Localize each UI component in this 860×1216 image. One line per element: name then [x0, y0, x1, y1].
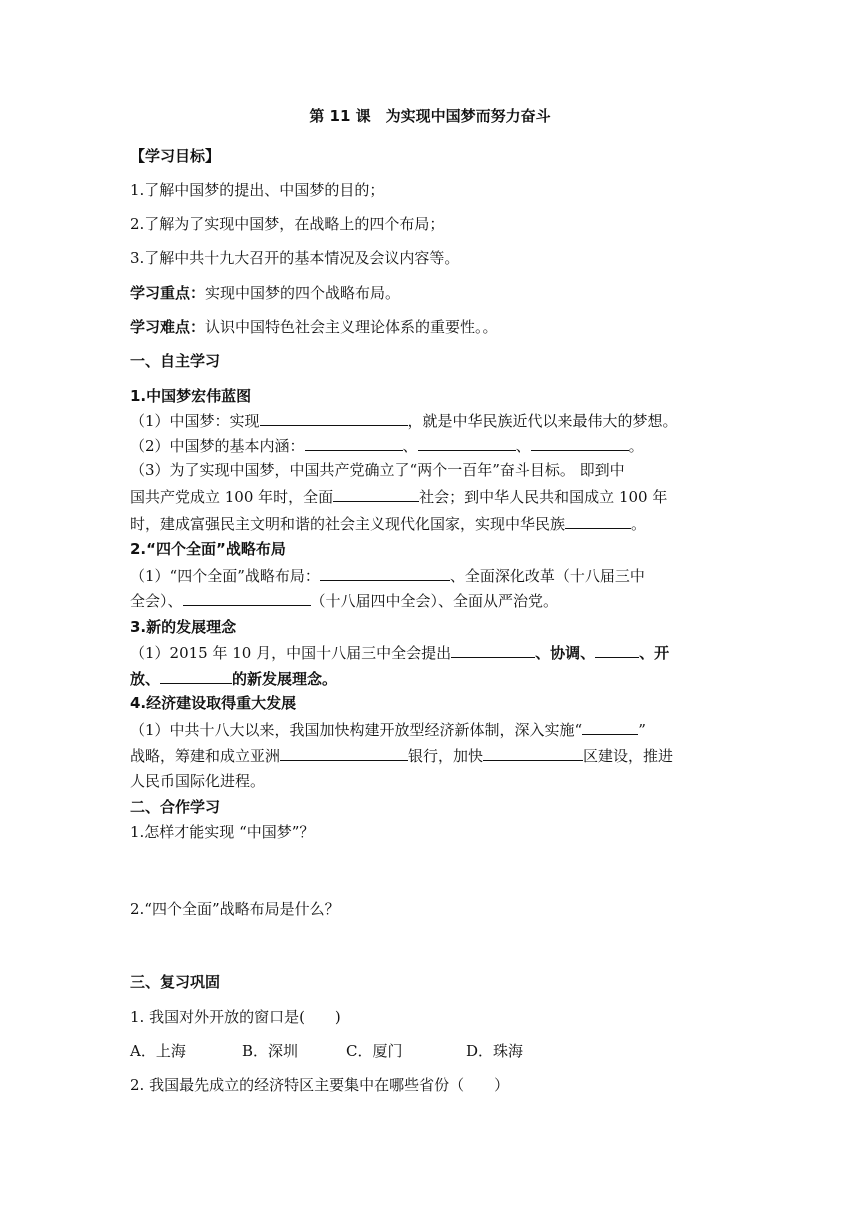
text-span: 、全面深化改革（十八届三中 [449, 567, 645, 585]
fill-blank[interactable] [595, 642, 639, 658]
part2-q1-line1 [130, 565, 645, 586]
text-span: （1）2015 年 10 月，中国十八届三中全会提出 [130, 644, 452, 662]
difficulty-label: 学习难点： [130, 318, 206, 336]
section3-question-1: 1. 我国对外开放的窗口是( ) [130, 1008, 341, 1026]
part1-q3-line2 [130, 486, 667, 507]
text-span: （1）中国梦：实现 [130, 412, 260, 430]
fill-blank[interactable] [418, 435, 516, 451]
objectives-heading: 【学习目标】 [130, 147, 221, 165]
option-b[interactable]: B．深圳 [242, 1042, 299, 1060]
part3-heading: 3.新的发展理念 [130, 618, 237, 636]
text-span: 时，建成富强民主文明和谐的社会主义现代化国家，实现中华民族 [130, 515, 566, 533]
section3-heading: 三、复习巩固 [130, 973, 221, 991]
fill-blank[interactable] [333, 486, 419, 502]
text-span: 全会）、 [130, 592, 183, 610]
part1-q3-line3 [130, 513, 646, 534]
text-span: ，就是中华民族近代以来最伟大的梦想。 [407, 412, 678, 430]
part4-q1-line1 [130, 719, 646, 740]
part4-q1-line3: 人民币国际化进程。 [130, 772, 266, 790]
text-span: 战略，筹建和成立亚洲 [130, 747, 281, 765]
text-span: ” [638, 721, 646, 739]
part1-q3-line1: （3）为了实现中国梦，中国共产党确立了“两个一百年”奋斗目标。 即到中 [130, 461, 625, 479]
option-c[interactable]: C．厦门 [346, 1042, 403, 1060]
text-span: （1）中共十八大以来，我国加快构建开放型经济新体制，深入实施“ [130, 721, 583, 739]
text-span: （1）“四个全面”战略布局： [130, 567, 320, 585]
text-span: 、开 [639, 644, 670, 662]
fill-blank[interactable] [483, 745, 583, 761]
text-span: 国共产党成立 100 年时，全面 [130, 488, 334, 506]
part1-q1 [130, 410, 678, 431]
text-span: 。 [631, 515, 647, 533]
text-span: 、协调、 [535, 644, 596, 662]
text-span: 区建设，推进 [583, 747, 674, 765]
section3-question-2: 2. 我国最先成立的经济特区主要集中在哪些省份（ ） [130, 1076, 510, 1094]
fill-blank[interactable] [565, 513, 631, 529]
section2-heading: 二、合作学习 [130, 798, 221, 816]
fill-blank[interactable] [160, 668, 232, 684]
fill-blank[interactable] [531, 435, 629, 451]
fill-blank[interactable] [260, 410, 408, 426]
fill-blank[interactable] [183, 590, 311, 606]
part2-q1-line2 [130, 590, 558, 611]
text-span: 的新发展理念。 [232, 670, 338, 688]
objective-item-2: 2.了解为了实现中国梦，在战略上的四个布局； [130, 215, 445, 233]
text-span: （2）中国梦的基本内涵： [130, 437, 305, 455]
fill-blank[interactable] [320, 565, 450, 581]
key-point-label: 学习重点： [130, 284, 206, 302]
text-span: 、 [402, 437, 418, 455]
part3-q1-line2 [130, 668, 337, 689]
text-span: 社会；到中华人民共和国成立 100 年 [419, 488, 668, 506]
section1-heading: 一、自主学习 [130, 352, 221, 370]
section3-question-1-options [130, 1041, 523, 1061]
text-span: （十八届四中全会）、全面从严治党。 [310, 592, 559, 610]
text-span: 银行，加快 [408, 747, 484, 765]
part4-heading: 4.经济建设取得重大发展 [130, 694, 297, 712]
section2-question-2: 2.“四个全面”战略布局是什么？ [130, 900, 340, 918]
key-point [130, 283, 400, 303]
option-d[interactable]: D．珠海 [466, 1042, 524, 1060]
text-span: 、 [515, 437, 531, 455]
part2-heading: 2.“四个全面”战略布局 [130, 540, 286, 558]
fill-blank[interactable] [280, 745, 408, 761]
difficulty-text: 认识中国特色社会主义理论体系的重要性。。 [205, 318, 498, 336]
fill-blank[interactable] [582, 719, 638, 735]
part3-q1-line1 [130, 642, 669, 663]
text-span: 。 [628, 437, 644, 455]
objective-item-3: 3.了解中共十九大召开的基本情况及会议内容等。 [130, 249, 460, 267]
objective-item-1: 1.了解中国梦的提出、中国梦的目的； [130, 181, 385, 199]
part1-heading: 1.中国梦宏伟蓝图 [130, 387, 252, 405]
section2-question-1: 1.怎样才能实现 “中国梦”？ [130, 823, 315, 841]
fill-blank[interactable] [451, 642, 535, 658]
text-span: 放、 [130, 670, 161, 688]
part4-q1-line2 [130, 745, 673, 766]
fill-blank[interactable] [305, 435, 403, 451]
option-a[interactable]: A．上海 [130, 1042, 186, 1060]
page-title: 第 11 课 为实现中国梦而努力奋斗 [309, 107, 551, 125]
difficulty [130, 317, 498, 337]
part1-q2 [130, 435, 644, 456]
key-point-text: 实现中国梦的四个战略布局。 [205, 284, 401, 302]
